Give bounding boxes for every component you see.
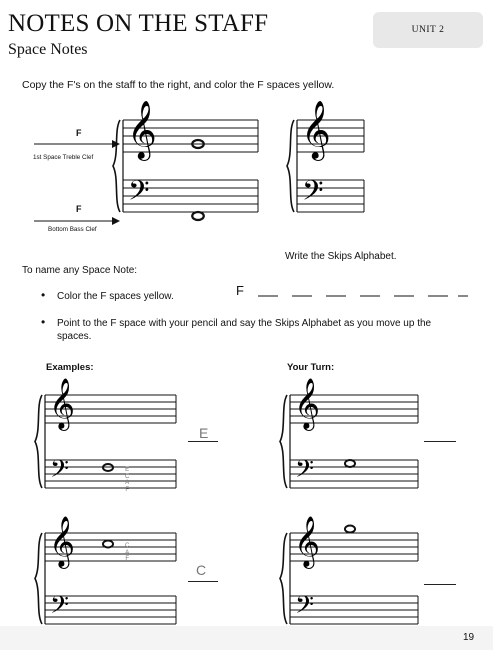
bass-f-desc: Bottom Bass Clef (48, 226, 97, 233)
whole-note (103, 541, 113, 548)
brace (280, 533, 287, 624)
page-subtitle: Space Notes (8, 41, 88, 58)
brace (35, 533, 42, 624)
brace (113, 120, 120, 212)
example-skips-letters: E C A F (125, 467, 130, 493)
bullet-item (41, 288, 247, 303)
skips-start-letter: F (236, 283, 244, 298)
bullet-dot: • (41, 288, 46, 302)
unit-label: UNIT 2 (411, 25, 445, 35)
bullet-dot: • (41, 315, 46, 329)
treble-clef-icon: 𝄞 (294, 378, 321, 430)
space-note-intro: To name any Space Note: (22, 265, 138, 276)
bass-f-label: F (76, 204, 82, 214)
answer-line (188, 581, 218, 582)
treble-clef-icon: 𝄞 (294, 516, 321, 568)
brace (287, 120, 294, 212)
skips-blanks[interactable] (258, 292, 468, 298)
page-number: 19 (463, 632, 475, 643)
bullet-text: Point to the F space with your pencil and say the Skips Alphabet as you move up the spaces. (57, 318, 432, 342)
whole-note (192, 212, 204, 220)
page-title: NOTES ON THE STAFF (8, 10, 269, 37)
bullet-text: Color the F spaces yellow. (57, 291, 174, 302)
skips-title: Write the Skips Alphabet. (285, 251, 397, 262)
your-turn-label: Your Turn: (287, 362, 335, 373)
answer-blank[interactable] (424, 441, 456, 442)
examples-label: Examples: (46, 362, 94, 373)
bass-clef-icon: 𝄢 (50, 454, 69, 489)
brace (35, 395, 42, 488)
treble-clef-icon: 𝄞 (127, 99, 157, 159)
brace (280, 395, 287, 488)
bass-clef-icon: 𝄢 (128, 173, 150, 213)
treble-clef-icon: 𝄞 (301, 99, 331, 159)
treble-clef-icon: 𝄞 (49, 378, 76, 430)
treble-clef-icon: 𝄞 (49, 516, 76, 568)
whole-note (345, 526, 355, 533)
bass-clef-icon: 𝄢 (50, 590, 69, 625)
example-answer: C (196, 562, 207, 578)
bullet-item (41, 315, 452, 343)
example-answer: E (199, 425, 209, 441)
bass-clef-icon: 𝄢 (302, 173, 324, 213)
treble-f-label: F (76, 128, 82, 138)
answer-line (188, 441, 218, 442)
whole-note (103, 464, 113, 471)
whole-note (345, 460, 355, 467)
treble-f-desc: 1st Space Treble Clef (33, 154, 94, 161)
instruction-text: Copy the F's on the staff to the right, and color the F spaces yellow. (22, 79, 335, 91)
answer-blank[interactable] (424, 584, 456, 585)
bass-clef-icon: 𝄢 (295, 454, 314, 489)
bass-clef-icon: 𝄢 (295, 590, 314, 625)
example-skips-letters: C A F (125, 543, 130, 562)
